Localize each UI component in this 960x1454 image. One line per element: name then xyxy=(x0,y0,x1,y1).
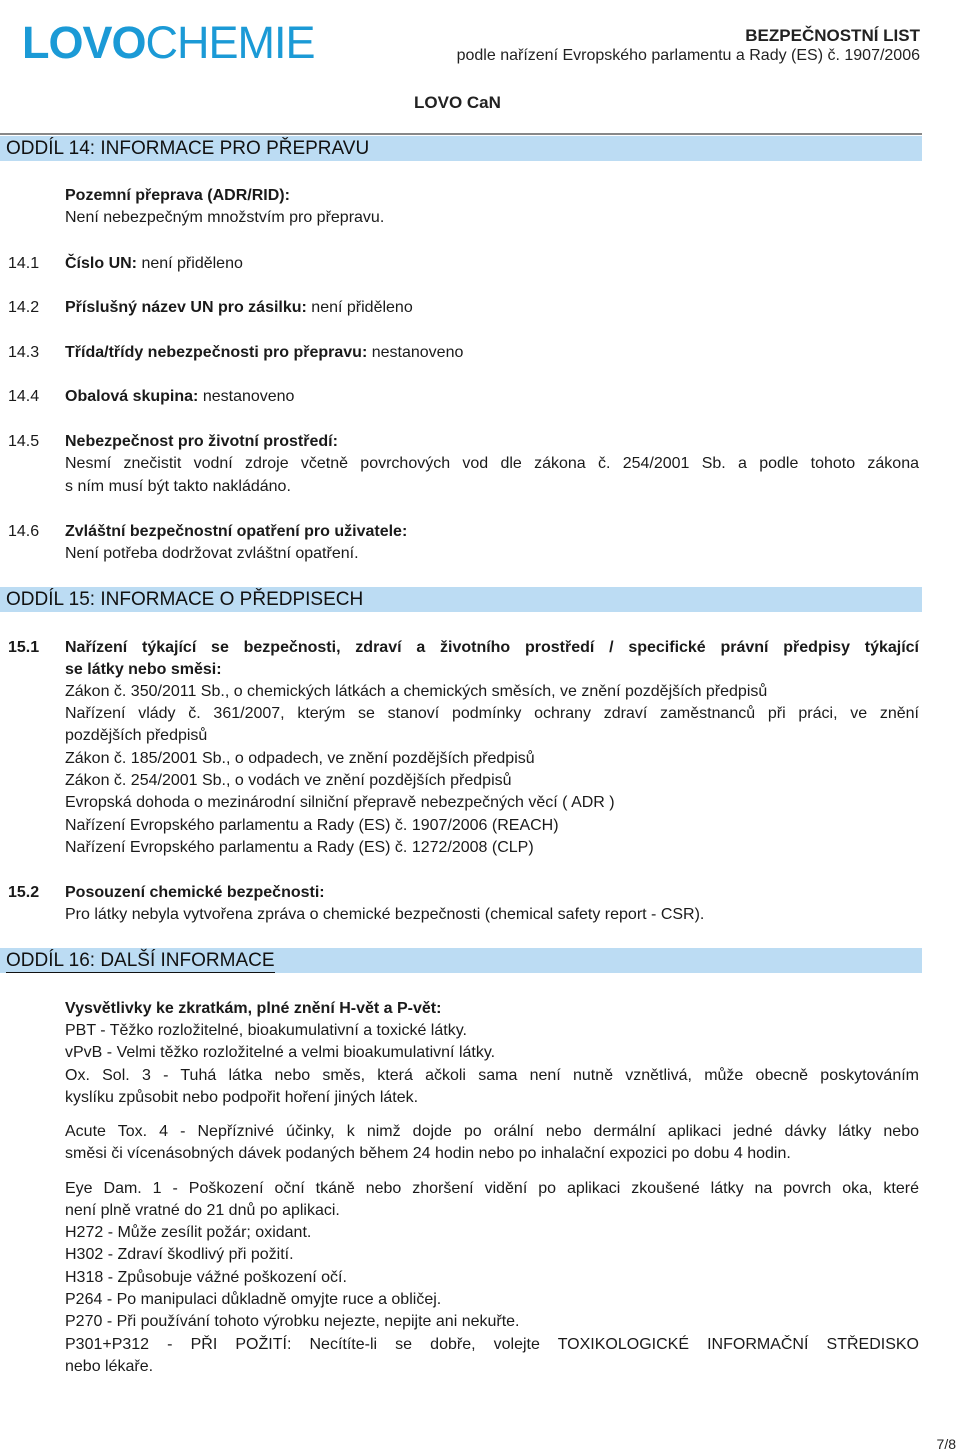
chemical-safety-text: Pro látky nebyla vytvořena zpráva o chemické bezpečnosti (chemical safety report - CSR). xyxy=(65,906,705,923)
un-name-row xyxy=(65,298,413,318)
document-subtitle: podle nařízení Evropského parlamentu a Rady (ES) č. 1907/2006 xyxy=(456,47,920,64)
legend-line: P270 - Při používání tohoto výrobku nejezte, nepijte ani nekuřte. xyxy=(65,1313,520,1330)
regulation-line: Nařízení Evropského parlamentu a Rady (ES) č. 1272/2008 (CLP) xyxy=(65,839,534,856)
packing-group-value: nestanoveno xyxy=(198,388,295,405)
legend-line: kyslíku způsobit nebo podpořit hoření jiných látek. xyxy=(65,1089,419,1106)
regulation-line: Zákon č. 350/2011 Sb., o chemických látkách a chemických směsích, ve znění pozdějších předpisů xyxy=(65,683,768,700)
packing-group-row xyxy=(65,387,294,407)
regulation-line: Zákon č. 254/2001 Sb., o vodách ve znění pozdějších předpisů xyxy=(65,772,512,789)
legend-line: směsi či vícenásobných dávek podaných během 24 hodin nebo po inhalační expozici po dobu 4 hodin. xyxy=(65,1145,791,1162)
env-hazard-label: Nebezpečnost pro životní prostředí: xyxy=(65,433,338,450)
legend-line: H302 - Zdraví škodlivý při požití. xyxy=(65,1246,294,1263)
regulation-line: pozdějších předpisů xyxy=(65,727,208,744)
legend-line: není plně vratné do 21 dnů po aplikaci. xyxy=(65,1202,340,1219)
item-number: 14.1 xyxy=(8,255,40,272)
regulation-line: Nařízení vlády č. 361/2007, kterým se stanoví podmínky ochrany zdraví zaměstnanců při práci, ve znění xyxy=(65,705,919,722)
regulation-line: Nařízení Evropského parlamentu a Rady (ES) č. 1907/2006 (REACH) xyxy=(65,817,559,834)
page-number: 7/8 xyxy=(936,1436,956,1452)
packing-group-label: Obalová skupina: xyxy=(65,388,199,405)
land-transport-label: Pozemní přeprava (ADR/RID): xyxy=(65,187,290,204)
legend-label: Vysvětlivky ke zkratkám, plné znění H-vět a P-vět: xyxy=(65,1000,442,1017)
item-number: 14.3 xyxy=(8,344,40,361)
product-name: LOVO CaN xyxy=(414,93,501,112)
legend-line: Acute Tox. 4 - Nepříznivé účinky, k nimž dojde po orální nebo dermální aplikaci jedné dávky látky nebo xyxy=(65,1123,919,1140)
un-number-value: není přiděleno xyxy=(137,255,243,272)
item-number: 14.6 xyxy=(8,523,40,540)
legend-line: PBT - Těžko rozložitelné, bioakumulativní a toxické látky. xyxy=(65,1022,467,1039)
regulations-label: se látky nebo směsi: xyxy=(65,661,222,678)
hazard-class-row xyxy=(65,343,463,363)
legend-line: P264 - Po manipulaci důkladně omyjte ruce a obličej. xyxy=(65,1291,442,1308)
user-precautions-label: Zvláštní bezpečnostní opatření pro uživatele: xyxy=(65,523,408,540)
section-14-title: ODDÍL 14: INFORMACE PRO PŘEPRAVU xyxy=(6,138,370,159)
regulations-label: Nařízení týkající se bezpečnosti, zdraví a životního prostředí / specifické právní předpisy týkající xyxy=(65,639,919,656)
item-number: 15.1 xyxy=(8,639,40,656)
legend-line: vPvB - Velmi těžko rozložitelné a velmi bioakumulativní látky. xyxy=(65,1044,496,1061)
document-title: BEZPEČNOSTNÍ LIST xyxy=(745,26,920,45)
legend-line: H272 - Může zesílit požár; oxidant. xyxy=(65,1224,312,1241)
logo-part2: CHEMIE xyxy=(145,17,315,68)
chemical-safety-label: Posouzení chemické bezpečnosti: xyxy=(65,884,325,901)
section-15-title: ODDÍL 15: INFORMACE O PŘEDPISECH xyxy=(6,589,364,610)
legend-line: P301+P312 - PŘI POŽITÍ: Necítíte-li se dobře, volejte TOXIKOLOGICKÉ INFORMAČNÍ STŘEDISKO xyxy=(65,1336,919,1353)
un-name-label: Příslušný název UN pro zásilku: xyxy=(65,299,307,316)
user-precautions-text: Není potřeba dodržovat zvláštní opatření. xyxy=(65,545,359,562)
regulation-line: Evropská dohoda o mezinárodní silniční přepravě nebezpečných věcí ( ADR ) xyxy=(65,794,615,811)
land-transport-text: Není nebezpečným množstvím pro přepravu. xyxy=(65,209,385,226)
item-number: 14.4 xyxy=(8,388,40,405)
un-number-label: Číslo UN: xyxy=(65,255,137,272)
item-number: 14.5 xyxy=(8,433,40,450)
legend-line: Ox. Sol. 3 - Tuhá látka nebo směs, která ačkoli sama není nutně vznětlivá, může obecně poskytováním xyxy=(65,1067,919,1084)
item-number: 14.2 xyxy=(8,299,40,316)
section-16-title: ODDÍL 16: DALŠÍ INFORMACE xyxy=(6,950,275,971)
legend-line: nebo lékaře. xyxy=(65,1358,154,1375)
header-divider xyxy=(0,133,922,135)
env-hazard-text: Nesmí znečistit vodní zdroje včetně povrchových vod dle zákona č. 254/2001 Sb. a podle tohoto zákona xyxy=(65,455,919,472)
company-logo xyxy=(22,14,352,70)
hazard-class-label: Třída/třídy nebezpečnosti pro přepravu: xyxy=(65,344,368,361)
hazard-class-value: nestanoveno xyxy=(367,344,464,361)
un-number-row xyxy=(65,254,243,274)
regulation-line: Zákon č. 185/2001 Sb., o odpadech, ve znění pozdějších předpisů xyxy=(65,750,535,767)
logo-part1: LOVO xyxy=(22,17,146,68)
un-name-value: není přiděleno xyxy=(306,299,413,316)
env-hazard-text: s ním musí být takto nakládáno. xyxy=(65,478,291,495)
legend-line: Eye Dam. 1 - Poškození oční tkáně nebo zhoršení vidění po aplikaci zkoušené látky na povrch oka, které xyxy=(65,1180,919,1197)
legend-line: H318 - Způsobuje vážné poškození očí. xyxy=(65,1269,347,1286)
item-number: 15.2 xyxy=(8,884,40,901)
